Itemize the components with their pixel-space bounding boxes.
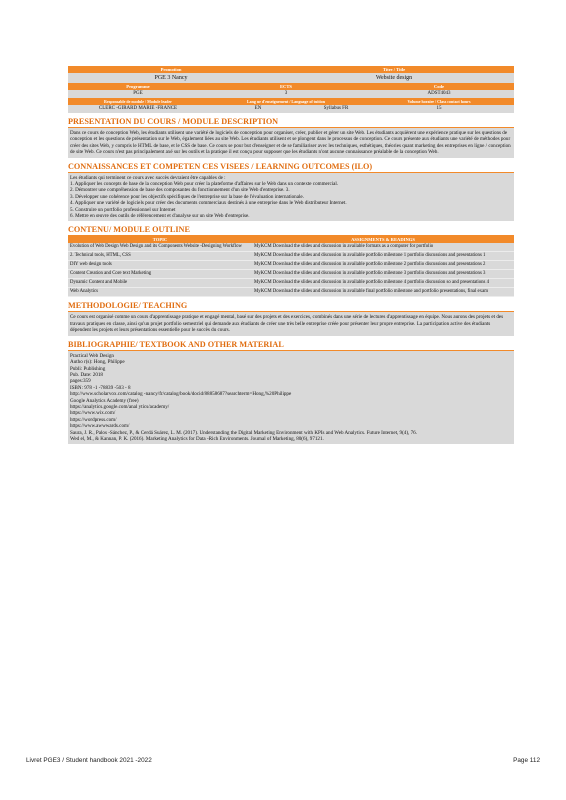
header-row-1-values: [68, 73, 514, 83]
topic-cell: Evolution of Web Design Web Design and its Components Website -Designing Workflow: [70, 244, 242, 250]
topic-cell: Content Creation and Core text Marketing: [70, 271, 152, 277]
code-value: ADST4043: [427, 91, 451, 96]
bibliography-line: Autho r(s): Hong, Philippe: [70, 359, 125, 366]
ilo-item: 2. Démontrer une compréhension de base des composantes du fonctionnement d'un site Web d'entreprise. 3.: [70, 187, 290, 194]
ects-label: ECTS: [279, 84, 292, 89]
bibliography-link[interactable]: https://www.awwwards.com/: [70, 423, 130, 430]
bibliography-title: BIBLIOGRAPHIE/ TEXTBOOK AND OTHER MATERIAL: [68, 339, 514, 351]
bibliography-line: Saura, J. R., Palos -Sánchez, P., & Cerdá Suárez, L. M. (2017). Understanding the Digital Marketing Environment with KPIs and Web Analytics. Future Internet, 9(4), 76.: [70, 429, 417, 436]
title-value: Website design: [375, 75, 413, 81]
bibliography-link[interactable]: https://analytics.google.com/anal ytics/academy/: [70, 403, 170, 410]
assignment-cell: MyKCM Download the slides and discussion in available portfolio milestone 3 portfolio discussions and presentations 3: [254, 271, 486, 277]
table-row: [68, 243, 514, 252]
syllabus-value: Syllabus FR: [323, 106, 349, 111]
bibliography-line: Wed el, M., & Kannan, P. K. (2016). Marketing Analytics for Data -Rich Environments. Journal of Marketing, 80(6), 97121.: [70, 435, 324, 442]
presentation-text-block: [68, 128, 514, 158]
teaching-block: [68, 312, 514, 335]
ilo-item: 3. Développer une cohérence pour les objectifs spécifiques de l'entreprise sur la base de l'évaluation internationale.: [70, 193, 304, 200]
header-row-2-values: [68, 90, 514, 98]
bibliography-link[interactable]: https://wordpress.com/: [70, 416, 117, 423]
responsible-value: CLERC -GIRARD MARIE -FRANCE: [98, 106, 178, 111]
assignment-cell: MyKCM Download the slides and discussion in available final portfolio milestone and portfolio presentations, final exam: [254, 289, 488, 295]
responsible-label: Responsable de module / Module leader: [104, 99, 172, 104]
header-row-3-values: [68, 105, 514, 113]
syllabus-page: [68, 66, 514, 444]
ilo-item: 5. Construire un portfolio professionnel sur Internet: [70, 206, 176, 213]
programme-value: PGE: [133, 91, 143, 96]
language-label: Lang ue d'enseignement / Language of tuition: [246, 99, 325, 104]
table-row: [68, 252, 514, 261]
teaching-title: METHODOLOGIE/ TEACHING: [68, 300, 514, 312]
table-row: [68, 270, 514, 279]
bibliography-line: Practical Web Design: [70, 352, 114, 359]
footer-handbook-label: Livret PGE3 / Student handbook 2021 -2022: [26, 757, 152, 764]
title-label: Titre / Title: [382, 67, 406, 72]
volume-label: Volume horaire / Class contact hours: [407, 99, 471, 104]
content-table-header: [68, 236, 514, 243]
promotion-value: PGE 3 Nancy: [154, 75, 188, 81]
bibliography-line: ISBN: 978 -1 -78839 -503 - 8: [70, 384, 131, 391]
assignment-cell: MyKCM Download the slides and discussion in available formats as a computer for portfolio: [254, 244, 434, 250]
code-label: Code: [433, 84, 445, 89]
ilo-item: 6. Mettre en œuvre des outils de référencement et d'analyse sur un site Web d'entreprise.: [70, 213, 250, 220]
table-row: [68, 279, 514, 288]
assignment-cell: MyKCM Download the slides and discussion in available portfolio milestone 2 portfolio discussions and presentations 2: [254, 262, 486, 268]
hours-value: 15: [436, 106, 442, 111]
footer-page-number: Page 112: [513, 757, 540, 764]
topic-cell: Web Analytics: [70, 289, 98, 295]
promotion-label: Promotion: [160, 67, 182, 72]
bibliography-link[interactable]: http://www.scholarvox.com/catalog -nancy/fr/catalog/book/docid/88858687?searchterm=Hong,%20Philippe: [70, 391, 292, 398]
topic-cell: 2. Technical tools, HTML, CSS: [70, 253, 131, 259]
header-row-3-labels: [68, 98, 514, 105]
bibliography-link[interactable]: https://www.wix.com/: [70, 410, 116, 417]
ects-value: 3: [284, 91, 288, 96]
header-row-1-labels: [68, 66, 514, 73]
ilo-item: 1. Appliquer les concepts de base de la conception Web pour créer la plateforme d'affaires sur le Web dans un contexte commercial.: [70, 181, 339, 188]
assignment-cell: MyKCM Download the slides and discussion in available portfolio milestone 1 portfolio discussions and presentations 1: [254, 253, 486, 259]
bibliography-line: Pub. Date: 2018: [70, 371, 103, 378]
assignments-header: ASSIGNMENTS & READINGS: [351, 237, 415, 243]
table-row: [68, 288, 514, 297]
header-row-2-labels: [68, 83, 514, 90]
topic-cell: DIY web design tools: [70, 262, 112, 268]
teaching-text: Ce cours est organisé comme un cours d'apprentissage pratique et engagé mental, basé sur des projets et des exercices, combinés dans une série de lectures d'apprentissage en équipe. Nous aurons des projets et des travaux pratiques en classe, ainsi qu'un projet portfolio semestriel qui demande aux étudiants de créer une très belle entreprise créée pour présenter leur propre entreprise. La participation active des étudiants dépendent les projets et leurs présentations essentielle pour le succès du cours.: [70, 314, 504, 334]
content-title: CONTENU/ MODULE OUTLINE: [68, 224, 514, 236]
bibliography-block: [68, 351, 514, 445]
ilo-title: CONNAISSANCES ET COMPETEN CES VISEES / LEARNING OUTCOMES (ILO): [68, 161, 514, 173]
page-footer: [26, 757, 540, 764]
bibliography-line: Publi: Publishing: [70, 365, 106, 372]
topic-header: TOPIC: [152, 237, 168, 243]
presentation-title: PRESENTATION DU COURS / MODULE DESCRIPTION: [68, 116, 514, 128]
assignment-cell: MyKCM Download the slides and discussion in available portfolio milestone 4 portfolio discussion so and presentations 4: [254, 280, 490, 286]
language-value: EN: [254, 106, 262, 111]
ilo-item: 4. Appliquer une variété de logiciels pour créer des documents commerciaux destinés à une entreprise dans le Web distributeur Internet.: [70, 200, 347, 207]
ilo-intro: Les étudiants qui terminent ce cours avec succès devraient être capables de :: [70, 174, 226, 181]
topic-cell: Dynamic Content and Mobile: [70, 280, 128, 286]
table-row: [68, 261, 514, 270]
bibliography-line: pages:359: [70, 378, 91, 385]
programme-label: Programme: [126, 84, 150, 89]
ilo-block: [68, 173, 514, 222]
presentation-text: Dans ce cours de conception Web, les étudiants utilisent une variété de logiciels de conception pour organiser, créer, publier et gérer un site Web. Les étudiants acquièrent une expérience pratique sur les questions de conception et les questions de présentation sur le Web, également liées au site Web. Les étudiants utilisent et se plongent dans le processus de conception. Ce cours présente aux étudiants une variété de méthodes pour créer des sites Web, y compris le HTML de base, et le CSS de base. Ce cours se pour but d'enseigner et de se familiariser avec les techniques, esthétiques, théories quant marketing des entreprises en ligne / conception de site Web. Ce cours n'est pas principalement axé sur les outils et la pratique il est conçu pour supposer que les étudiants n'ont aucune connaissance préalable de la conception Web.: [70, 130, 511, 156]
bibliography-line: Google Analytics Academy (free): [70, 397, 139, 404]
